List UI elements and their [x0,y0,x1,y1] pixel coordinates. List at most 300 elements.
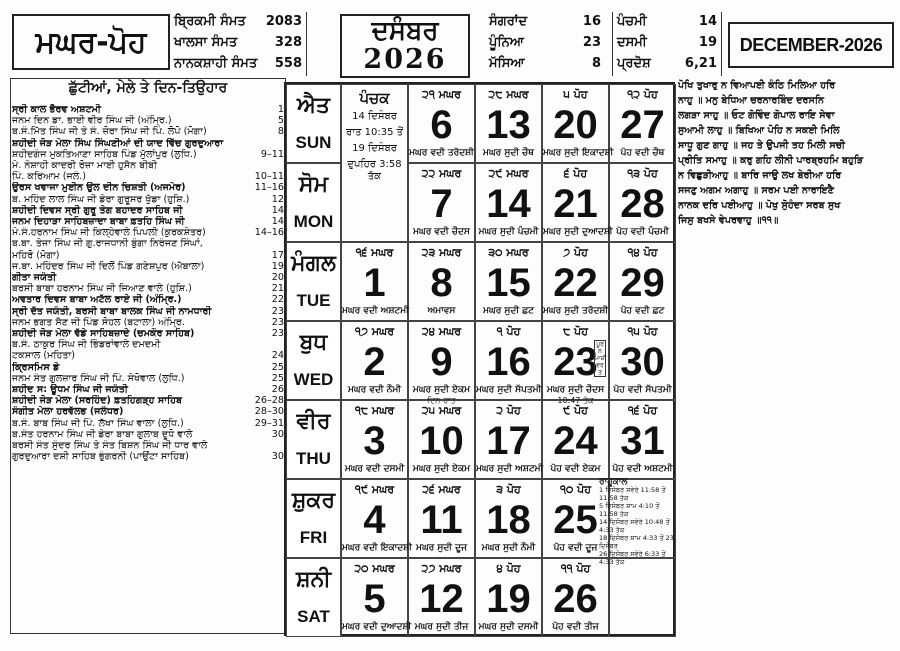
holiday-text: ਗੀਤਾ ਜਯੰਤੀ [12,272,57,284]
gregorian-date: 29 [620,261,665,305]
date-cell[interactable] [475,558,542,637]
nanakshahi-date: ੨੧ ਮਘਰ [422,88,461,101]
nanakshahi-date: ੧੦ ਪੋਹ [559,483,592,496]
gurbani-line: ਨਾਹੁ ॥ ਮਨੁ ਬੇਧਿਆ ਚਰਨਾਰਬਿੰਦ ਦਰਸਨਿ [678,95,824,106]
day-label-sun [286,84,341,163]
holiday-item [12,283,284,294]
festival-label: ਪੰਚਮੀ [617,14,647,29]
holiday-item [12,350,284,361]
date-cell[interactable] [609,84,676,163]
holiday-date: 26–28 [254,395,284,407]
tithi-label: ਪੋਹ ਵਦੀ ਦੂਜ [553,543,598,553]
gurbani-text [678,78,892,228]
gregorian-date: 6 [430,103,453,147]
tithi-label: ਮਘਰ ਸੁਦੀ ਏਕਮ [412,385,471,395]
day-name-english: THU [296,449,331,468]
gregorian-date: 3 [363,419,386,463]
nanakshahi-date: ੨੩ ਮਘਰ [421,246,462,259]
tithi-label: ਮਘਰ ਸੁਦੀ ਸੱਪਤਮੀ [476,385,542,395]
tithi-label: ਮਘਰ ਸੁਦੀ ਦੂਜ [416,543,467,553]
holiday-text: ਮੇ.ਸੰ.ਹਰਨਾਮ ਸਿੰਘ ਜੀ ਕਿਲ੍ਹੇਵਾਲੇ ਪਿਪਲੀ (ਕੁਰਕਸ਼ੇਤਰ) [12,227,206,239]
tithi-label: ਪੋਹ ਵਦੀ ਏਕਮ [550,464,601,474]
english-month-text: DECEMBER-2026 [739,34,883,55]
festival-row [485,54,605,75]
date-cell[interactable] [408,321,475,405]
holiday-date: 8 [277,126,284,138]
festival-value: 6,21 [684,56,717,71]
date-cell[interactable] [542,84,614,163]
holiday-item [12,384,284,395]
holiday-item [12,339,284,350]
nanakshahi-date: ੭ ਪੋਹ [563,246,588,259]
festival-label: ਸੰਗਰਾਂਦ [489,14,528,29]
tithi-label: ਮਘਰ ਵਦੀ ਦੁਆਦਸ਼ੀ [342,622,412,632]
holiday-text: ਟਕਸਾਲ (ਮਹਿਤਾ) [12,350,76,362]
holiday-text: ਜਨਮ ਸੰਤ ਗੁਲਜ਼ਾਰ ਸਿੰਘ ਜੀ ਪਿੰ. ਸੇਖੋਵਾਲ (ਲੁਧਿ.) [12,372,185,384]
day-label-mon [286,163,341,242]
day-name-english: SUN [295,133,332,152]
nanakshahi-date: ੧੨ ਪੋਹ [627,88,658,101]
holiday-date: 23 [271,328,284,340]
tithi-label: ਪੋਹ ਵਦੀ ਸੱਪਤਮੀ [613,385,672,395]
nanakshahi-date: ੧੬ ਪੋਹ [627,404,658,417]
nanakshahi-date: ੨੭ ਮਘਰ [421,562,462,575]
holiday-date: 24 [271,350,284,362]
festival-value: 8 [591,56,601,71]
holiday-item [12,418,284,429]
holiday-text: ਪਿੰ. ਕਰਿਆਮ (ਜਲੰ.) [12,171,87,183]
nanakshahi-date: ੧੧ ਪੋਹ [560,562,591,575]
page-title [12,14,170,70]
panchak-heading: ਪੰਚਕ [359,89,390,107]
tithi-label: ਮਘਰ ਸੁਦੀ ਅਸ਼ਟਮੀ [476,464,544,474]
date-cell[interactable] [542,163,613,242]
gregorian-date: 8 [430,261,453,305]
day-name-english: MON [293,212,334,231]
holiday-text: ਉਰਸ ਖਵਾਜਾ ਮੁਈਨ ਉਲ ਦੀਨ ਚਿਸ਼ਤੀ (ਅਜਮੇਰ) [12,182,186,194]
panchak-box [341,84,408,242]
tithi-label: ਪੋਹ ਵਦੀ ਅਸ਼ਟਮੀ [612,464,673,474]
nanakshahi-date: ੧੯ ਮਘਰ [354,483,395,496]
date-cell[interactable] [341,242,408,321]
date-cell[interactable] [408,558,475,637]
nanakshahi-date: ੧੮ ਮਘਰ [354,404,395,417]
holiday-text: ਬ.ਬਾ. ਤੇਜਾ ਸਿੰਘ ਜੀ ਗੁ.ਰਾਜਧਾਨੀ ਬੁੰਗਾ ਨਿਰੰਜਣ ਸਿੰਘਾਂ, [12,238,203,250]
date-cell[interactable] [475,479,542,558]
holiday-text: ਜ.ਬਾ. ਮਹਿੰਦਰ ਸਿੰਘ ਜੀ ਦਿਲੋਂ ਪਿੰਡ ਗਣੇਸ਼ਪੁਰ (ਐਬਾਲਾ) [12,260,205,272]
nanakshahi-date: ੧ ਪੋਹ [496,325,521,338]
gregorian-date: 21 [553,182,598,226]
date-cell[interactable] [609,242,676,321]
holiday-date: 23 [271,305,284,317]
tithi-label: ਮਘਰ ਸੁਦੀ ਚੌਦਸ [546,385,605,395]
gurbani-line: ਜਿਸੁ ਬਖਸੇ ਵੇਪਰਵਾਹੁ ॥੧੧॥ [678,215,779,226]
holiday-date: 14–16 [254,227,284,239]
holiday-text: ਬ.ਸੰ.ਮਿੱਤ ਸਿੰਘ ਜੀ ਤੇ ਸੰ. ਜ਼ੋਰਾ ਸਿੰਘ ਜੀ ਪਿੰ. ਲੋਪੋ (ਮੋਗਾ) [12,126,207,138]
holiday-item [12,294,284,305]
holiday-item [12,205,284,216]
gregorian-date: 20 [553,103,598,147]
holiday-text: ਸ਼ਹੀਦਗੰਜ ਮੁਕਤਿਆਣਾ ਸਾਹਿਬ ਪਿੰਡ ਮੁੱਲਾਂਪੁਰ (ਲੁਧਿ.) [12,148,197,160]
rahu-line: 5 ਦਿਸੰਬਰ ਸ਼ਾਮ 4:10 ਤੋਂ 11:58 ਤੱਕ [599,502,660,518]
holiday-item [12,451,284,462]
holiday-date: 25 [271,361,284,373]
holiday-text: ਸ਼ਹੀਦੀ ਜੋੜ ਮੇਲਾ ਵੱਡੇ ਸਾਹਿਬਜ਼ਾਦੇ (ਚਮਕੌਰ ਸਾਹਿਬ) [12,328,195,340]
samat-value: 2083 [265,14,302,29]
holiday-item [12,115,284,126]
gregorian-date: 2 [363,340,386,384]
festival-dates-a [485,12,605,76]
tithi-label: ਮਘਰ ਸੁਦੀ ਨੌਮੀ [481,543,536,553]
holiday-item [12,250,284,261]
samat-value: 328 [274,35,302,50]
holiday-text: ਜਨਮ ਭਗਤ ਸੈਣ ਜੀ ਪਿੰਡ ਸੋਹਲ (ਬਟਾਲਾ) ਅੰਮ੍ਰਿ. [12,316,185,328]
date-cell[interactable] [609,400,676,479]
gurbani-line: ਸਾਧੂ ਗੁਣ ਗਾਹੁ ॥ ਜਹ ਤੇ ਉਪਜੀ ਤਹ ਮਿਲੀ ਸਚੀ [678,140,846,151]
festival-dates-b [612,12,722,76]
holiday-date: 23 [271,316,284,328]
gregorian-date: 31 [620,419,665,463]
tithi-label: ਮਘਰ ਸੁਦੀ ਤਰੋਦਸ਼ੀ [543,306,609,316]
gregorian-date: 27 [620,103,665,147]
holiday-text: ਬ.ਸੰ. ਬਾਬ ਸਿੰਘ ਜੀ ਪਿੰ. ਲੱਖਾ ਸਿੰਘ ਵਾਲਾ (ਲੁਧਿ.) [12,417,184,429]
date-cell[interactable] [542,242,609,321]
holiday-date: 29–31 [254,417,284,429]
holiday-text: ਸ਼ਹੀਦੀ ਜੋੜ ਮੇਲਾ ਸਿੰਘ ਸਿੰਘਣੀਆਂ ਦੀ ਯਾਦ ਵਿੱਚ ਗੁਰਦੁਆਰਾ [12,137,224,149]
holiday-date: 20 [271,272,284,284]
holiday-date: 10–11 [254,171,284,183]
gregorian-date: 28 [620,182,665,226]
date-cell[interactable] [408,163,475,242]
holiday-item [12,216,284,227]
tithi-label: ਮਘਰ ਸੁਦੀ ਏਕਮ [412,464,471,474]
tithi-label: ਮਘਰ ਵਦੀ ਅਸ਼ਟਮੀ [342,306,409,316]
festival-row [613,33,721,54]
date-cell[interactable] [609,321,676,400]
holiday-date: 5 [277,115,284,127]
holiday-text: ਅਵਤਾਰ ਦਿਵਸ ਬਾਬਾ ਅਟੱਲ ਰਾਏ ਜੀ (ਅੰਮ੍ਰਿ.) [12,294,182,306]
holiday-item [12,261,284,272]
festival-value: 19 [698,35,717,50]
samat-label: ਖਾਲਸਾ ਸੰਮਤ [174,35,238,50]
nanakshahi-date: ੧੩ ਪੋਹ [627,167,658,180]
gregorian-date: 23 [553,340,598,384]
samat-label: ਨਾਨਕਸ਼ਾਹੀ ਸੰਮਤ [174,56,258,71]
tithi-label: ਮਘਰ ਸੁਦੀ ਤੀਜ [414,622,469,632]
rahu-line: 1 ਦਿਸੰਬਰ ਸਵੇਰੇ 11:58 ਤੋਂ 11:58 ਤੱਕ [599,486,666,502]
nanakshahi-date: ੨ ਪੋਹ [496,404,521,417]
holiday-date: 1 [277,104,284,115]
date-cell[interactable] [408,84,475,163]
rahu-line: 14 ਦਿਸੰਬਰ ਸਵੇਰੇ 10:48 ਤੋਂ 4:33 ਤੱਕ [599,518,670,534]
panchak-line: ਰਾਤ 10:35 ਤੋਂ [345,127,404,138]
panchak-line: 14 ਦਿਸੰਬਰ [352,111,397,122]
day-name-english: TUE [296,291,331,310]
holiday-item [12,227,284,238]
date-cell[interactable] [475,242,542,321]
gregorian-date: 4 [363,498,386,542]
festival-row [613,12,721,33]
samat-label: ਬ੍ਰਿਕਮੀ ਸੰਮਤ [174,14,246,29]
gregorian-date: 5 [363,577,386,621]
tithi-label: ਪੋਹ ਵਦੀ ਪੰਚਮੀ [616,227,669,237]
gregorian-date: 13 [486,103,531,147]
holiday-date: 11–16 [254,182,284,194]
nanakshahi-date: ੧੭ ਮਘਰ [354,325,395,338]
day-name-punjabi: ਵੀਰ [296,409,331,434]
holiday-item [12,328,284,339]
samat-row [172,33,306,54]
nanakshahi-date: ੧੫ ਪੋਹ [627,325,658,338]
holiday-item [12,406,284,417]
gregorian-date: 25 [553,498,598,542]
holiday-item [12,306,284,317]
tithi-label: ਪੋਹ ਵਦੀ ਛਟ [620,306,665,316]
holiday-item [12,149,284,160]
gregorian-date: 17 [486,419,531,463]
day-name-punjabi: ਬੁਧ [299,330,328,355]
nanakshahi-date: ੯ ਪੋਹ [563,404,588,417]
holiday-text: ਕ੍ਰਿਸਮਿਸ ਡੇ [12,361,60,373]
holiday-item [12,126,284,137]
festival-row [485,33,605,54]
day-label-tue [286,242,341,321]
gregorian-date: 14 [486,182,531,226]
tithi-label: ਮਘਰ ਸੁਦੀ ਪੰਚਮੀ [478,227,539,237]
day-name-punjabi: ਸੋਮ [298,172,329,197]
day-name-english: SAT [297,607,330,626]
nanakshahi-date: ੧੬ ਮਘਰ [355,246,394,259]
day-label-thu [286,400,341,479]
holiday-date: 22 [271,294,284,306]
gregorian-date: 16 [486,340,531,384]
festival-value: 14 [698,14,717,29]
nanakshahi-date: ੮ ਪੋਹ [563,325,588,338]
gregorian-date: 15 [486,261,531,305]
gregorian-date: 19 [486,577,531,621]
tithi-label: ਮਘਰ ਸੁਦੀ ਦੁਆਦਸ਼ੀ [543,227,613,237]
rahu-line: 26 ਦਿਸੰਬਰ ਸਵੇਰੇ 6:33 ਤੋਂ 4:33 ਤੱਕ [599,550,666,566]
gregorian-date: 1 [363,261,386,305]
holiday-item [12,440,284,451]
holiday-date: 28–30 [254,406,284,418]
date-cell[interactable] [475,163,542,242]
holiday-text: ਸ੍ਰੀ ਕਾਲ ਭੈਰਵ ਅਸ਼ਟਮੀ [12,104,101,115]
holiday-text: ਬਰਸੀ ਸੰਤ ਸੁੰਦਰ ਸਿੰਘ ਤੇ ਸੰਤ ਬਿਸ਼ਨ ਸਿੰਘ ਜੀ ਧਾਰ ਵਾਲੇ [12,440,208,452]
gurbani-line: ਨ ਵਿਛੁੜੀਆਹੁ ॥ ਬਾਰਿ ਜਾਉ ਲਖ ਬੇਰੀਆ ਹਰਿ [678,170,842,181]
festival-label: ਪੂੰਨਿਆ [489,35,524,50]
gurbani-line: ਸੁਆਮੀ ਲਾਹੁ ॥ ਬਿਖਿਆ ਪੋਹਿ ਨ ਸਕਈ ਮਿਲਿ [678,125,840,136]
holiday-date: 14 [271,216,284,228]
samat-value: 558 [274,56,302,71]
day-name-punjabi: ਸ਼ਨੀ [295,567,332,592]
nanakshahi-date: ੩ ਪੋਹ [496,483,521,496]
gregorian-date: 18 [486,498,531,542]
gregorian-date: 10 [419,419,464,463]
holiday-item [12,171,284,182]
day-name-english: FRI [299,528,328,547]
date-cell[interactable] [408,479,475,558]
holiday-date: 17 [271,249,284,261]
month-name: ਦਸੰਬਰ [371,16,439,46]
date-cell[interactable] [408,242,475,321]
festival-value: 16 [582,14,601,29]
holiday-text: ਗੁਰਦੁਆਰਾ ਦਸ਼ੀ ਸਾਹਿਬ ਭੁੰਗਰਨੀ (ਪਾਉਂਟਾ ਸਾਹਿਬ) [12,451,189,463]
holiday-item [12,182,284,193]
festival-label: ਪ੍ਰਦੋਸ਼ [617,56,651,71]
month-banner [340,14,470,78]
date-cell[interactable] [341,558,412,637]
holiday-text: ਬ.ਸੰਤ ਹਰਨਾਮ ਸਿੰਘ ਜੀ ਡੇਰਾ ਬਾਬਾ ਗੁਲਾਬ ਦੂਧੋ ਵਾਲੇ [12,428,193,440]
panchak-line: ਦੁਪਹਿਰ 3:58 ਤੱਕ [347,159,402,182]
holiday-text: ਸ੍ਰੀ ਦੱਤ ਜਯੰਤੀ, ਬਰਸੀ ਬਾਬਾ ਬਾਲਕ ਸਿੰਘ ਜੀ ਨਾਮਧਾਰੀ [12,305,212,317]
holiday-item [12,317,284,328]
rahu-heading: ਰਾਹੂਕਾਲ [599,478,628,487]
tithi-label: ਮਘਰ ਵਦੀ ਦਸਮੀ [344,464,405,474]
gregorian-date: 24 [553,419,598,463]
holiday-date: 19 [271,260,284,272]
day-label-fri [286,479,341,558]
tithi-label: ਮਘਰ ਸੁਦੀ ਛਟ [483,306,534,316]
holiday-item [12,362,284,373]
date-cell[interactable] [341,400,408,479]
title-text: ਮਘਰ-ਪੋਹ [35,24,147,60]
holiday-text: ਸ਼ਹੀਦ ਸ: ਊਧਮ ਸਿੰਘ ਜੀ ਜਯੰਤੀ [12,384,128,396]
samat-panel [172,12,307,76]
tithi-label: ਪੋਹ ਵਦੀ ਤੀਜ [552,622,599,632]
tithi-label: ਮਘਰ ਵਦੀ ਨੌਮੀ [347,385,402,395]
panchak-line: 19 ਦਿਸੰਬਰ [352,143,397,154]
holiday-date: 30 [271,451,284,463]
holiday-text: ਮਹਿਰੋ (ਮੋਗਾ) [12,249,60,261]
nanakshahi-date: ੨੨ ਮਘਰ [421,167,462,180]
holiday-text: ਮੇ. ਨੌਸ਼ਾਹੀ ਕਾਦਰੀ ਰੋਜ਼ਾ ਮਾਈ ਹੁਸੈਨ ਬੀਬੀ [12,160,157,172]
festival-label: ਮੱਸਿਆ [489,56,525,71]
holiday-text: ਬ. ਮਹਿੰਦ ਲਾਲ ਸਿੰਘ ਜੀ ਡੇਰਾ ਗੁਰੂਸਰ ਖੁੱਡਾ (ਹੁਸ਼ਿ.) [12,193,190,205]
year-label: 2026 [363,44,447,75]
holiday-date: 14 [271,204,284,216]
festival-label: ਦਸਮੀ [617,35,647,50]
nanakshahi-date: ੬ ਪੋਹ [563,167,588,180]
holiday-item [12,194,284,205]
day-name-english: WED [293,370,334,389]
nanakshahi-date: ੨੮ ਮਘਰ [488,88,529,101]
english-month-banner [728,22,894,68]
gregorian-date: 30 [620,340,665,384]
tithi-label: ਅਮਾਵਸ [427,306,456,316]
holiday-date: 30 [271,428,284,440]
gregorian-date: 22 [553,261,598,305]
gregorian-date: 11 [420,498,463,542]
holiday-text: ਜਨਮ ਦਿਨ ਡਾ. ਭਾਈ ਵੀਰ ਸਿੰਘ ਜੀ (ਅੰਮ੍ਰਿ.) [12,115,172,127]
holiday-item [12,238,284,249]
holiday-text: ਜਨਮ ਦਿਹਾੜਾ ਸਾਹਿਬਜ਼ਾਦਾ ਬਾਬਾ ਫ਼ਤਹਿ ਸਿੰਘ ਜੀ [12,216,185,228]
holiday-item [12,429,284,440]
day-name-punjabi: ਮੰਗਲ [291,251,336,276]
date-cell[interactable] [408,400,475,479]
tithi-time: 10:47 ਤੱਕ [557,396,594,405]
holiday-date: 21 [271,283,284,295]
rahu-line: 18 ਦਿਸੰਬਰ ਸ਼ਾਮ 4:33 ਤੋਂ 23 ਦਿਸੰਬਰ [599,534,674,550]
tithi-note: ਦਿਨ-ਰਾਤ [427,396,456,405]
festival-row [485,12,605,33]
gregorian-date: 26 [553,577,598,621]
day-label-wed [286,321,341,400]
holiday-text: ਸੰਗੀਤ ਮੇਲਾ ਹਰਵੱਲਭ (ਜਲੰਧਰ) [12,406,124,418]
gurbani-line: ਪ੍ਰੀਤਿ ਸਮਾਹੁ ॥ ਕਰੁ ਗਹਿ ਲੀਨੀ ਪਾਰਬ੍ਰਹਮਿ ਬਹੁੜਿ [678,155,864,166]
festival-value: 23 [582,35,601,50]
tithi-label: ਮਘਰ ਸੁਦੀ ਚੌਥ [483,148,534,158]
nanakshahi-date: ੨੫ ਮਘਰ [421,404,462,417]
nanakshahi-date: ੧੪ ਪੋਹ [627,246,658,259]
tithi-label: ਮਘਰ ਵਦੀ ਇਕਾਦਸ਼ੀ [342,543,412,553]
day-name-punjabi: ਐਤ [297,93,330,118]
holiday-item [12,160,284,171]
tithi-label: ਮਘਰ ਵਦੀ ਚੌਦਸ [413,227,470,237]
holiday-text: ਸ਼ਹੀਦੀ ਜੋੜ ਮੇਲਾ (ਸਰਹਿੰਦ) ਫ਼ਤਹਿਗੜ੍ਹ ਸਾਹਿਬ [12,395,182,407]
nanakshahi-date: ੩੦ ਮਘਰ [488,246,529,259]
date-cell[interactable] [341,479,412,558]
tithi-label: ਪੋਹ ਵਦੀ ਚੌਥ [620,148,665,158]
holiday-item [12,272,284,283]
date-cell[interactable] [475,400,542,479]
holiday-text: ਬ.ਸੰ. ਠਾਕੁਰ ਸਿੰਘ ਜੀ ਭਿੰਡਰਾਂਵਾਲੇ ਦਮਦਮੀ [12,339,161,351]
tithi-label: ਮਘਰ ਸੁਦੀ ਇਕਾਦਸ਼ੀ [543,148,614,158]
rahu-kaal-box [599,478,674,634]
gregorian-date: 12 [419,577,464,621]
gurbani-line: ਸਜਣੁ ਅਗਮ ਅਗਾਹੁ ॥ ਸਰਮ ਪਈ ਨਾਰਾਇਣੈ [678,185,834,196]
holiday-date: 25 [271,372,284,384]
holiday-item [12,395,284,406]
tithi-label: ਮਘਰ ਵਦੀ ਤਰੋਦਸ਼ੀ [409,148,474,158]
holiday-item [12,138,284,149]
nanakshahi-date: ੨੬ ਮਘਰ [422,483,461,496]
samat-row [172,54,306,75]
holidays-heading: ਛੁੱਟੀਆਂ, ਮੇਲੇ ਤੇ ਦਿਨ-ਤਿਉਹਾਰ [68,80,228,96]
holiday-date: 9–11 [260,148,284,160]
date-cell[interactable] [475,321,542,400]
holiday-text: ਬਰਸੀ ਬਾਬਾ ਹਰਨਾਮ ਸਿੰਘ ਜੀ ਜਿਆਣ ਵਾਲੇ (ਹੁਸ਼ਿ.) [12,283,192,295]
gregorian-date: 9 [430,340,453,384]
date-cell[interactable] [542,321,609,405]
day-label-sat [286,558,341,637]
holiday-item [12,104,284,115]
holiday-item [12,373,284,384]
holiday-date: 12 [271,193,284,205]
date-cell[interactable] [341,321,408,400]
date-cell[interactable] [475,84,542,163]
holidays-list [12,104,284,463]
gurbani-line: ਲਗੜਾ ਸਾਹੁ ॥ ਓਟ ਗੋਵਿੰਦ ਗੋਪਾਲ ਰਾਇ ਸੇਵਾ [678,110,835,121]
nanakshahi-date: ੨੯ ਮਘਰ [488,167,529,180]
holiday-date: 26 [271,384,284,396]
festival-row [613,54,721,75]
date-cell[interactable] [542,400,609,479]
nanakshahi-date: ੨੪ ਮਘਰ [421,325,462,338]
nanakshahi-date: ੪ ਪੋਹ [496,562,521,575]
nanakshahi-date: ੫ ਪੋਹ [563,88,588,101]
gurbani-line: ਪੋਖਿ ਤੁਖਾਰੁ ਨ ਵਿਆਪਈ ਕੰਠਿ ਮਿਲਿਆ ਹਰਿ [678,80,836,91]
holiday-text: ਸ਼ਹੀਦੀ ਦਿਵਸ ਸ੍ਰੀ ਗੁਰੂ ਤੇਗ ਬਹਾਦਰ ਸਾਹਿਬ ਜੀ [12,204,183,216]
purnima-tag: ਪੂਰਨਮਾਸ਼ੀ ਵਰਤ [595,341,607,376]
nanakshahi-date: ੨੦ ਮਘਰ [354,562,395,575]
samat-row [172,12,306,33]
gregorian-date: 7 [430,182,453,226]
date-cell[interactable] [609,163,676,242]
gurbani-line: ਨਾਨਕ ਦਰਿ ਪਈਆਹੁ ॥ ਪੋਖੁ ਸੁੋਹੰਦਾ ਸਰਬ ਸੁਖ [678,200,841,211]
day-name-punjabi: ਸ਼ੁਕਰ [291,488,336,513]
tithi-label: ਮਘਰ ਸੁਦੀ ਦਸਮੀ [478,622,539,632]
